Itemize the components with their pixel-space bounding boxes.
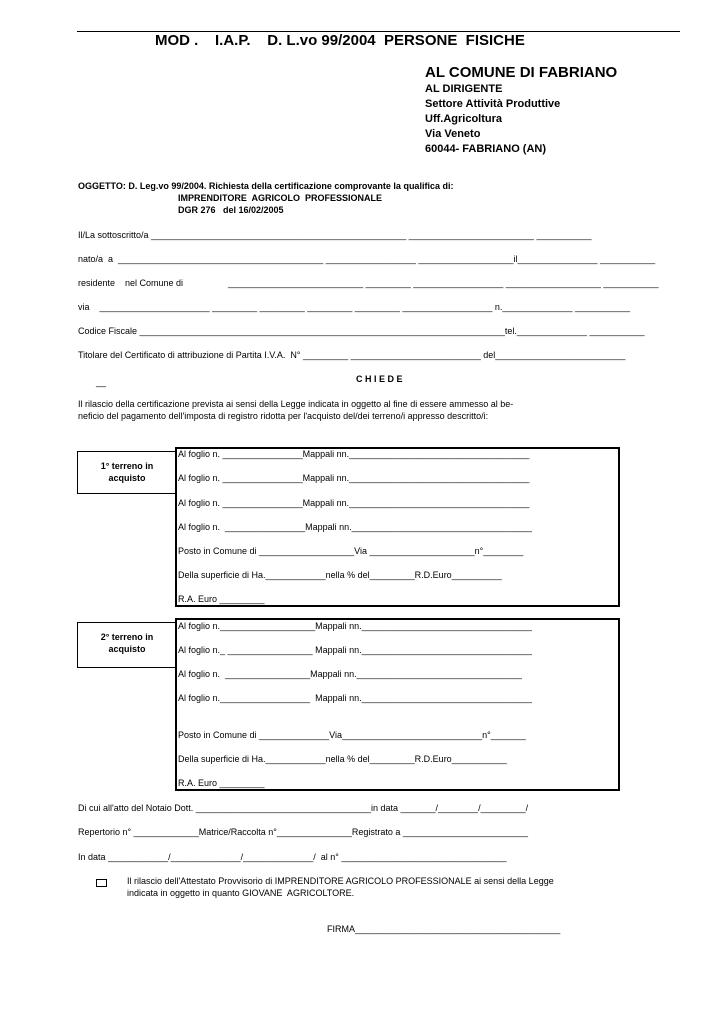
recipient-settore: Settore Attività Produttive bbox=[425, 98, 561, 110]
signature-field[interactable]: FIRMA_________________________________________ bbox=[327, 924, 561, 934]
terreno1-row[interactable]: R.A. Euro _________ bbox=[178, 594, 265, 604]
request-paragraph-2: neficio del pagamento dell'imposta di registro ridotta per l'acquisto del/dei terreno/i appresso descritto/i: bbox=[78, 411, 489, 421]
recipient-ufficio: Uff.Agricoltura bbox=[425, 113, 502, 125]
terreno2-row[interactable]: Al foglio n.___________________Mappali nn.__________________________________ bbox=[178, 621, 532, 631]
form-title: MOD . I.A.P. D. L.vo 99/2004 PERSONE FISICHE bbox=[155, 32, 525, 49]
giovane-agricoltore-checkbox[interactable] bbox=[96, 879, 107, 887]
terreno2-row[interactable]: Al foglio n.__________________ Mappali nn.__________________________________ bbox=[178, 693, 532, 703]
request-mark: __ bbox=[96, 377, 107, 387]
field-nato[interactable]: nato/a a _________________________________________ __________________ ___________________il________________ ___________ bbox=[78, 254, 656, 264]
field-via[interactable]: via ______________________ _________ _________ _________ _________ __________________ n.______________ ___________ bbox=[78, 302, 631, 312]
field-data-registrazione[interactable]: In data ____________/______________/______________/ al n° _________________________________ bbox=[78, 852, 507, 862]
terreno1-row[interactable]: Della superficie di Ha.____________nella % del_________R.D.Euro__________ bbox=[178, 570, 502, 580]
terreno1-label: 1° terreno in acquisto bbox=[100, 461, 154, 483]
terreno2-row[interactable]: Della superficie di Ha.____________nella % del_________R.D.Euro___________ bbox=[178, 754, 507, 764]
field-repertorio[interactable]: Repertorio n° _____________Matrice/Raccolta n°_______________Registrato a _________________________ bbox=[78, 827, 529, 837]
field-sottoscritto[interactable]: Il/La sottoscritto/a ___________________________________________________ _________________________ ___________ bbox=[78, 230, 592, 240]
recipient-dirigente: AL DIRIGENTE bbox=[425, 83, 503, 95]
field-notaio[interactable]: Di cui all'atto del Notaio Dott. ___________________________________in data _______/________/_________/ bbox=[78, 803, 529, 813]
terreno2-row[interactable]: Al foglio n._ _________________ Mappali nn.__________________________________ bbox=[178, 645, 532, 655]
recipient-via: Via Veneto bbox=[425, 128, 481, 140]
request-paragraph-1: Il rilascio della certificazione prevista ai sensi della Legge indicata in oggetto al fine di essere ammesso al be- bbox=[78, 399, 514, 409]
terreno1-row[interactable]: Al foglio n. ________________Mappali nn.____________________________________ bbox=[178, 473, 530, 483]
option-text-1: Il rilascio dell'Attestato Provvisorio di IMPRENDITORE AGRICOLO PROFESSIONALE ai sensi della Legge bbox=[127, 876, 554, 886]
field-partita-iva[interactable]: Titolare del Certificato di attribuzione di Partita I.V.A. N° _________ __________________________ del__________________________ bbox=[78, 350, 626, 360]
subject-line: OGGETTO: D. Leg.vo 99/2004. Richiesta della certificazione comprovante la qualifica di: bbox=[78, 181, 454, 191]
field-codice-fiscale[interactable]: Codice Fiscale _________________________________________________________________________tel.______________ ___________ bbox=[78, 326, 645, 336]
terreno1-row[interactable]: Al foglio n. ________________Mappali nn.____________________________________ bbox=[178, 522, 532, 532]
terreno1-row[interactable]: Posto in Comune di ___________________Via _____________________n°________ bbox=[178, 546, 524, 556]
recipient-comune: AL COMUNE DI FABRIANO bbox=[425, 64, 618, 81]
terreno1-row[interactable]: Al foglio n. ________________Mappali nn.____________________________________ bbox=[178, 449, 530, 459]
terreno2-row[interactable]: Al foglio n. _________________Mappali nn._________________________________ bbox=[178, 669, 522, 679]
recipient-cap: 60044- FABRIANO (AN) bbox=[425, 143, 547, 155]
subject-dgr: DGR 276 del 16/02/2005 bbox=[178, 205, 284, 215]
request-heading: C H I E D E bbox=[356, 374, 403, 384]
terreno2-row[interactable]: Posto in Comune di ______________Via____________________________n°_______ bbox=[178, 730, 526, 740]
terreno2-row[interactable]: R.A. Euro _________ bbox=[178, 778, 265, 788]
terreno2-label: 2° terreno in acquisto bbox=[100, 632, 154, 654]
terreno2-box bbox=[175, 618, 620, 791]
terreno1-row[interactable]: Al foglio n. ________________Mappali nn.____________________________________ bbox=[178, 498, 530, 508]
field-residente-label: residente nel Comune di bbox=[78, 278, 184, 288]
option-text-2: indicata in oggetto in quanto GIOVANE AGRICOLTORE. bbox=[127, 888, 355, 898]
field-residente[interactable]: ___________________________ _________ __________________ ___________________ ___________ bbox=[228, 278, 659, 288]
subject-qualifica: IMPRENDITORE AGRICOLO PROFESSIONALE bbox=[178, 193, 383, 203]
